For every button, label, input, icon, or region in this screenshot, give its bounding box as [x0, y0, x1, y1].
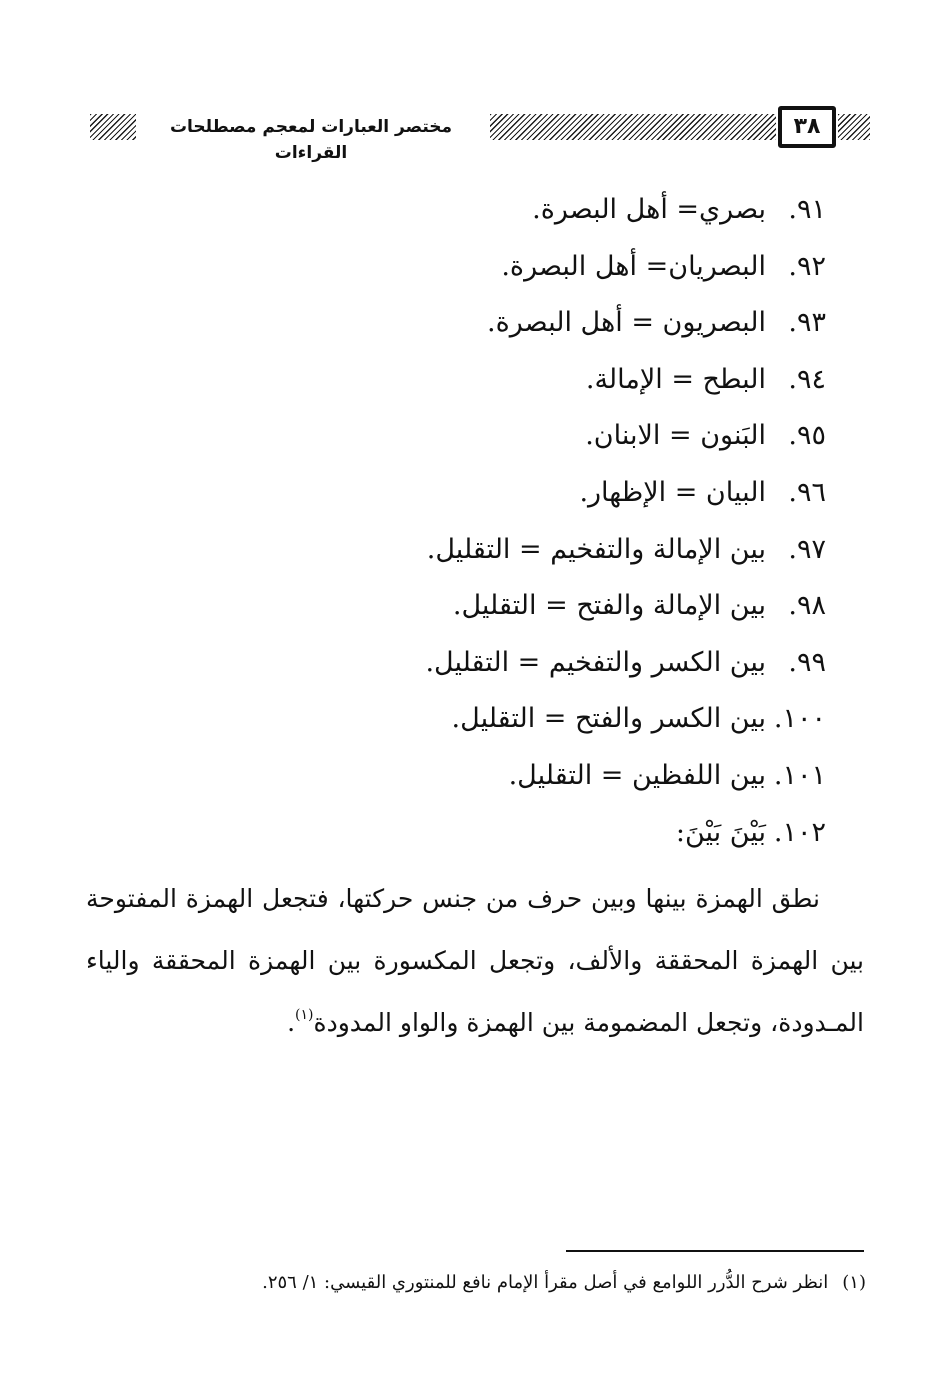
footnote-marker: (١)	[842, 1272, 866, 1293]
list-item	[226, 352, 826, 409]
entry-number: ١٠١.	[773, 759, 826, 791]
header-ornament-middle	[490, 114, 776, 140]
header-ornament-right	[838, 114, 870, 140]
footnote-reference[interactable]: (١)	[295, 1007, 314, 1023]
entry-number: ٩٨.	[788, 590, 826, 622]
entry-number: ٩١.	[788, 194, 826, 225]
list-item	[226, 748, 826, 805]
entry-number: ٩٩.	[788, 646, 826, 678]
book-title: مختصر العبارات لمعجم مصطلحات القراءات	[169, 117, 453, 163]
entry-text: بين اللفظين = التقليل.	[508, 759, 766, 791]
entry-text: بين الإمالة والتفخيم = التقليل.	[426, 533, 766, 565]
list-item	[226, 295, 826, 352]
term-list	[226, 182, 826, 861]
entry-text: بين الإمالة والفتح = التقليل.	[452, 590, 766, 622]
list-item	[226, 691, 826, 748]
definition-paragraph	[86, 868, 864, 1054]
entry-text: البيان = الإظهار.	[579, 476, 766, 508]
entry-number: ٩٧.	[788, 533, 826, 565]
entry-number: ١٠٠.	[773, 703, 826, 735]
list-item	[226, 578, 826, 635]
entry-number: ٩٤.	[788, 363, 826, 395]
list-item	[226, 182, 826, 239]
footnote-separator	[566, 1250, 864, 1252]
entry-text: بصري= أهل البصرة.	[532, 194, 766, 225]
list-item	[226, 805, 826, 862]
footnote	[140, 1268, 866, 1298]
list-item	[226, 465, 826, 522]
paragraph-end: .	[287, 1008, 296, 1037]
paragraph-text: نطق الهمزة بينها وبين حرف من جنس حركتها، فتجعل الهمزة المفتوحة بين الهمزة المحققة والألف، وتجعل المكسورة بين الهمزة المحققة والياء المـدودة، وتجعل المضمومة بين الهمزة والواو المدودة	[86, 884, 864, 1037]
entry-number: ١٠٢.	[773, 816, 826, 848]
entry-text: البصريان= أهل البصرة.	[501, 250, 766, 282]
list-item	[226, 522, 826, 579]
entry-text: البَنون = الابنان.	[585, 420, 766, 452]
entry-number: ٩٢.	[788, 250, 826, 282]
entry-text: بَيْنَ بَيْنَ:	[675, 816, 766, 848]
entry-number: ٩٦.	[788, 476, 826, 508]
list-item	[226, 408, 826, 465]
entry-number: ٩٥.	[788, 420, 826, 452]
entry-text: بين الكسر والتفخيم = التقليل.	[425, 646, 766, 678]
footnote-text: انظر شرح الدُّرر اللوامع في أصل مقرأ الإمام نافع للمنتوري القيسي: ١/ ٢٥٦.	[262, 1272, 829, 1293]
entry-number: ٩٣.	[788, 307, 826, 339]
entry-text: البصريون = أهل البصرة.	[487, 307, 766, 339]
list-item	[226, 239, 826, 296]
entry-text: بين الكسر والفتح = التقليل.	[451, 703, 766, 735]
running-header	[86, 104, 870, 163]
entry-text: البطح = الإمالة.	[585, 363, 766, 395]
header-ornament-left	[90, 114, 136, 140]
list-item	[226, 635, 826, 692]
page-number: ٣٨	[778, 106, 836, 148]
